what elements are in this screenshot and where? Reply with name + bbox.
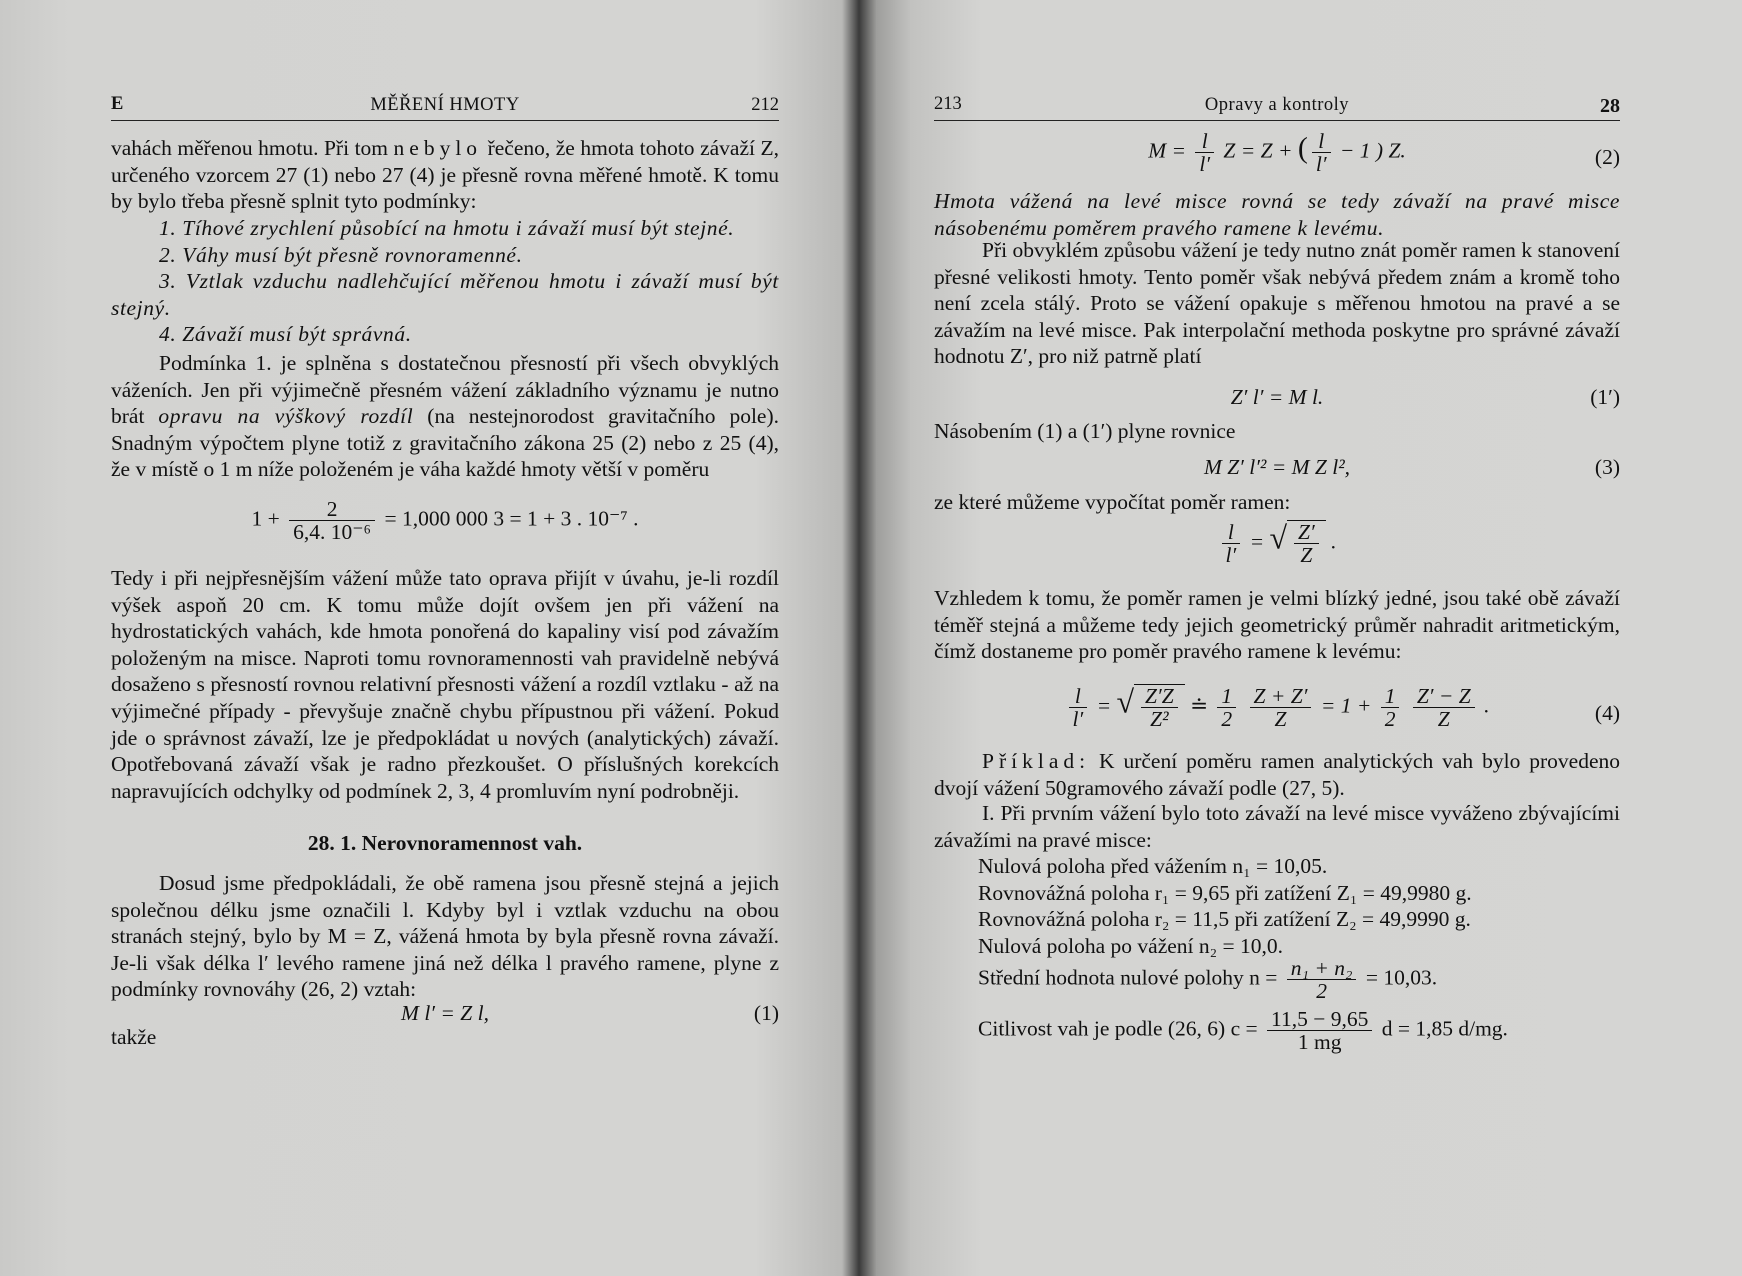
equation-3: M Z′ l′² = M Z l², (3) <box>1203 455 1620 479</box>
paragraph: Dosud jsme předpokládali, že obě ramena jsou přesně stejná a jejich společnou délku jsme označili l. Kdyby byl i vztlak vzduchu na obou stranách stejný, bylo by M = Z, vážená hmota by byla přesně rovna závaží. Je-li však délka l′ levého ramene jiná než délka l pravého ramene, plyne z podmínky rovnováhy (26, 2) vztah: <box>111 871 779 1002</box>
left-page <box>0 0 858 1276</box>
paragraph: Podmínka 1. je splněna s dostatečnou přesností při všech obvyklých váženích. Jen při výjimečně přesném vážení základního významu je nutno brát opravu na výškový rozdíl (na nestejnorodost gravitačního pole). Snadným výpočtem plyne totiž z gravitačního zákona 25 (2) nebo z 25 (4), že v místě o 1 m níže položeném je váha každé hmoty větší v poměru <box>111 351 780 482</box>
section-heading: 28. 1. Nerovnoramennost vah. <box>307 831 583 855</box>
paragraph: ze které můžeme vypočítat poměr ramen: <box>934 490 1291 514</box>
chapter-title: Opravy a kontroly <box>1204 95 1350 115</box>
paragraph-italic: Hmota vážená na levé misce rovná se tedy závaží na pravé misce násobenému poměrem pravého ramene k levému. <box>934 189 1620 240</box>
paragraph: Vzhledem k tomu, že poměr ramen je velmi blízký jedné, jsou také obě závaží téměř stejná a můžeme tedy jejich geometrický průměr nahradit aritmetickým, čímž dostaneme pro poměr pravého ramene k levému: <box>934 586 1620 664</box>
list-item: 4. Závaží musí být správná. <box>159 322 412 347</box>
list-item: Rovnovážná poloha r₂ = 11,5 při zatížení Z₂ = 49,9990 g. <box>978 907 1471 932</box>
right-page <box>858 0 1742 1276</box>
list-item: Nulová poloha před vážením n₁ = 10,05. <box>978 854 1328 878</box>
mean-zero-equation: Střední hodnota nulové polohy n = $\frac{\text{n₁ + n₂}}{2}$ = 10,03. <box>978 956 1438 1003</box>
list-item: 3. Vztlak vzduchu nadlehčující měřenou hmotu i závaží musí být stejný. <box>111 269 779 320</box>
equation-4: $\frac{l}{l'}$ = √ $\frac{Z'Z}{\text{Z²}}$ ≐ $\frac{1}{2}$ $\frac{Z + Z'}{Z}$ = 1 + $\frac{1}{2}$ $\frac{Z' - Z}{Z}$ . (4) <box>934 684 1620 730</box>
page-number: 212 <box>751 95 779 115</box>
list-item: 2. Váhy musí být přesně rovnoramenné. <box>159 242 523 267</box>
page-number: 213 <box>934 94 962 114</box>
paragraph: takže <box>111 1025 157 1049</box>
book-gutter <box>842 0 876 1276</box>
list-item: Nulová poloha po vážení n₂ = 10,0. <box>978 933 1284 958</box>
section-number: 28 <box>1600 95 1620 117</box>
paragraph: Násobením (1) a (1′) plyne rovnice <box>934 419 1236 443</box>
example-paragraph: Příklad: K určení poměru ramen analytických vah bylo provedeno dvojí vážení 50gramového závaží podle (27, 5). <box>934 749 1621 800</box>
equation-1-prime: Z′ l′ = M l. (1′) <box>1230 385 1620 409</box>
conditions-list <box>111 215 779 348</box>
list-item: 1. Tíhové zrychlení působící na hmotu i závaží musí být stejné. <box>159 216 735 240</box>
paragraph: Tedy i při nejpřesnějším vážení může tato oprava přijít v úvahu, je-li rozdíl výšek aspoň 20 cm. K tomu může dojít ovšem jen při vážení na hydrostatických vahách, kde hmota ponořená do kapaliny visí pod závažím položeným na misce. Naproti tomu rovnoramennosti vah pravidelně nebývá dosaženo s přesností rovnou relativní přesnosti vážení a rozdíl vztlaku - až na výjimečné případy - převyšuje značně chybu přípustnou při vážení. Pokud jde o správnost závaží, lze je předpokládat u nových (analytických) závaží. Opotřebovaná závaží však je radno přezkoušet. O příslušných korekcích napravujících odchylky od podmínek 2, 3, 4 promluvím nyní podrobněji. <box>111 566 779 803</box>
equation-2: M = $\frac{l}{l'}$ Z = Z + ( $\frac{l}{l'}$ − 1 ) Z. (2) <box>1148 129 1620 176</box>
paragraph: I. Při prvním vážení bylo toto závaží na levé misce vyváženo zbývajícími závažími na pravé misce: <box>934 801 1620 852</box>
equation-gravity-ratio: 1 + $\frac{2}{\text{6,4. 10⁻⁶}}$ = 1,000 000 3 = 1 + 3 . 10⁻⁷ . <box>251 497 639 544</box>
equation-arm-ratio: $\frac{l}{l'}$ = √ $\frac{Z'}{Z}$ . <box>934 520 1620 566</box>
list-item: Rovnovážná poloha r₁ = 9,65 při zatížení Z₁ = 49,9980 g. <box>978 880 1472 905</box>
sensitivity-equation: Citlivost vah je podle (26, 6) c = $\frac{11,5 - 9,65}{1 mg}$ d = 1,85 d/mg. <box>978 1007 1508 1054</box>
chapter-title: MĚŘENÍ HMOTY <box>370 95 520 115</box>
equation-1: M l′ = Z l, (1) <box>401 1001 779 1025</box>
measurement-list <box>934 853 1620 959</box>
paragraph: vahách měřenou hmotu. Při tom nebylo řečeno, že hmota tohoto závaží Z, určeného vzorcem 27 (1) nebo 27 (4) je přesně rovna měřené hmotě. K tomu by bylo třeba přesně splnit tyto podmínky: <box>111 136 779 214</box>
left-running-header <box>111 92 779 121</box>
right-running-header <box>934 92 1620 121</box>
section-letter: E <box>111 94 124 114</box>
paragraph: Při obvyklém způsobu vážení je tedy nutno znát poměr ramen k stanovení přesné velikosti hmoty. Tento poměr však nebývá předem znám a kromě toho není zcela stálý. Proto se vážení opakuje s měřenou hmotou na pravé a se závažím na levé misce. Pak interpolační methoda poskytne pro správné závaží hodnotu Z′, pro niž patrně platí <box>934 238 1620 369</box>
